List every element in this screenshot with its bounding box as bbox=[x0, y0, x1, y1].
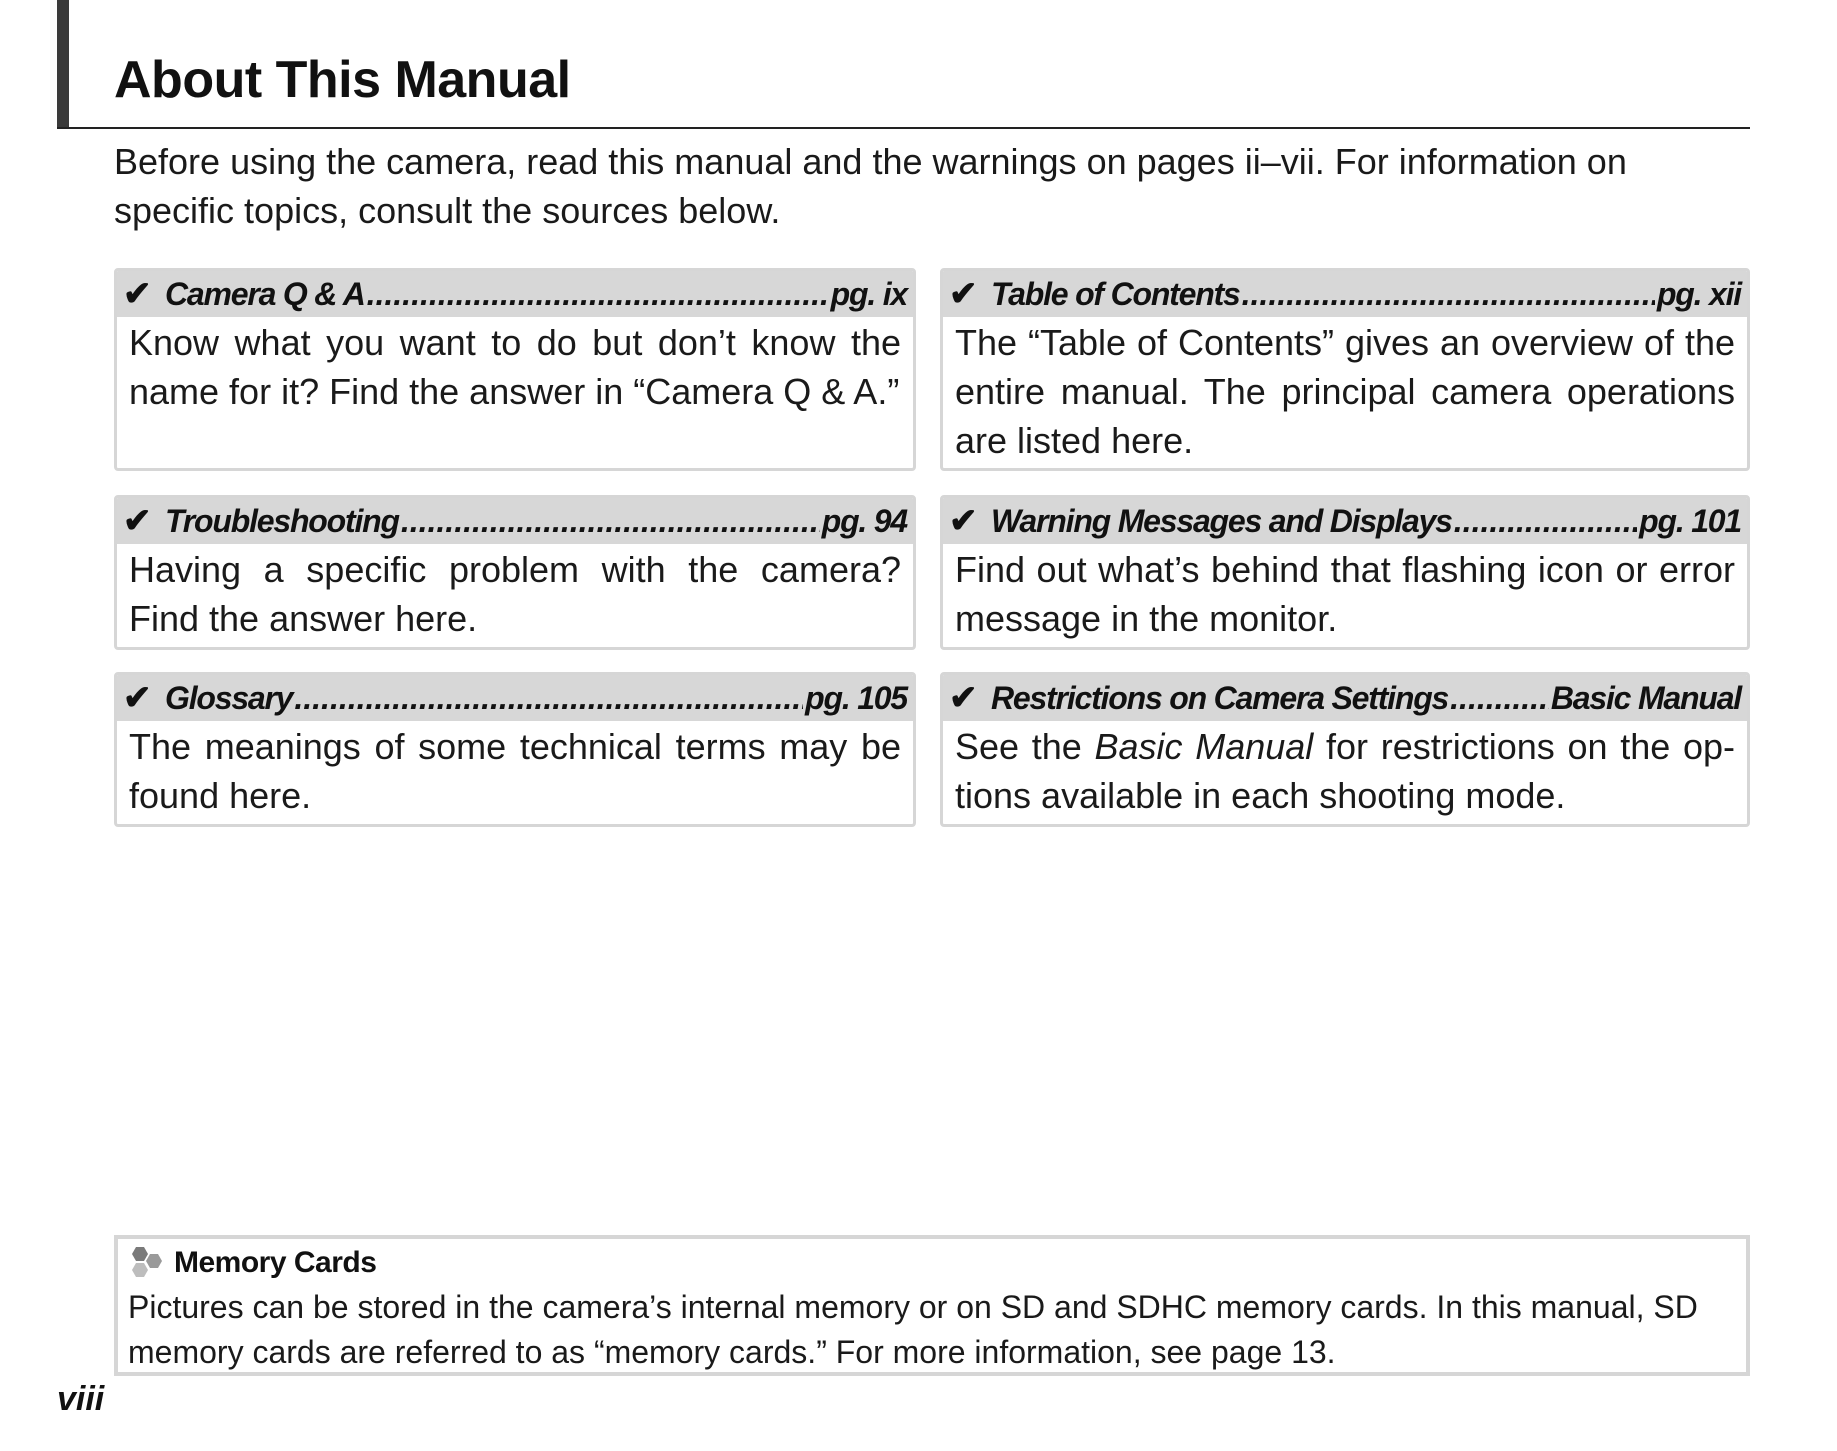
source-box-table-of-contents bbox=[940, 268, 1750, 471]
basic-manual-reference: Basic Manual bbox=[1094, 726, 1314, 767]
source-description: The “Table of Contents” gives an overview of the entire manual. The principal camera operations are listed here. bbox=[955, 322, 1735, 461]
note-hexagon-icon bbox=[128, 1245, 166, 1281]
intro-paragraph: Before using the camera, read this manual and the warnings on pages ii–vii. For information on specific topics, consult the sources below. bbox=[114, 141, 1627, 231]
dot-leader bbox=[1450, 680, 1549, 717]
source-description: Having a specific problem with the camera? Find the answer here. bbox=[129, 549, 901, 639]
source-box-warning-messages bbox=[940, 495, 1750, 650]
source-header bbox=[943, 675, 1747, 721]
source-title: Troubleshooting bbox=[165, 502, 399, 539]
source-box-restrictions bbox=[940, 672, 1750, 827]
page-reference: pg. xii bbox=[1656, 275, 1741, 312]
source-title: Camera Q & A bbox=[165, 275, 365, 312]
dot-leader bbox=[294, 680, 803, 717]
check-icon: ✔ bbox=[949, 502, 978, 540]
dot-leader bbox=[1454, 503, 1637, 540]
source-description: Find out what’s behind that flashing icon or error message in the monitor. bbox=[955, 549, 1735, 639]
source-header bbox=[117, 271, 913, 317]
page-reference: pg. 94 bbox=[821, 502, 907, 539]
note-title: Memory Cards bbox=[174, 1246, 377, 1279]
title-underline bbox=[57, 127, 1750, 129]
title-side-bar bbox=[57, 0, 69, 129]
check-icon: ✔ bbox=[949, 275, 978, 313]
source-description bbox=[943, 721, 1747, 820]
page-reference: pg. 101 bbox=[1639, 502, 1741, 539]
page-reference: pg. 105 bbox=[805, 679, 907, 716]
source-header bbox=[943, 271, 1747, 317]
source-box-glossary bbox=[114, 672, 916, 827]
description-text: See the bbox=[955, 726, 1095, 767]
source-title: Glossary bbox=[165, 679, 293, 716]
check-icon: ✔ bbox=[123, 502, 152, 540]
source-title: Restrictions on Camera Settings bbox=[991, 679, 1449, 716]
check-icon: ✔ bbox=[123, 275, 152, 313]
page-number: viii bbox=[57, 1380, 105, 1418]
check-icon: ✔ bbox=[123, 679, 152, 717]
source-box-troubleshooting bbox=[114, 495, 916, 650]
source-header bbox=[117, 675, 913, 721]
check-icon: ✔ bbox=[949, 679, 978, 717]
memory-cards-note bbox=[114, 1235, 1750, 1376]
dot-leader bbox=[1242, 276, 1655, 313]
source-box-camera-qa bbox=[114, 268, 916, 471]
source-header bbox=[943, 498, 1747, 544]
source-title: Table of Contents bbox=[991, 275, 1240, 312]
source-description: The meanings of some technical terms may be found here. bbox=[129, 726, 901, 816]
source-header bbox=[117, 498, 913, 544]
description-text: for restrictions on the options available in each shooting mode. bbox=[955, 726, 1735, 816]
dot-leader bbox=[401, 503, 820, 540]
dot-leader bbox=[367, 276, 829, 313]
source-description: Know what you want to do but don’t know the name for it? Find the answer in “Camera Q & A.” bbox=[129, 322, 901, 412]
note-text: Pictures can be stored in the camera’s internal memory or on SD and SDHC memory cards. In this manual, SD memory cards are referred to as “memory cards.” For more information, see page 13. bbox=[128, 1289, 1698, 1370]
note-header bbox=[128, 1245, 376, 1281]
page-title: About This Manual bbox=[114, 51, 571, 109]
page-reference: pg. ix bbox=[830, 275, 907, 312]
source-title: Warning Messages and Displays bbox=[991, 502, 1452, 539]
page-reference: Basic Manual bbox=[1550, 679, 1741, 716]
